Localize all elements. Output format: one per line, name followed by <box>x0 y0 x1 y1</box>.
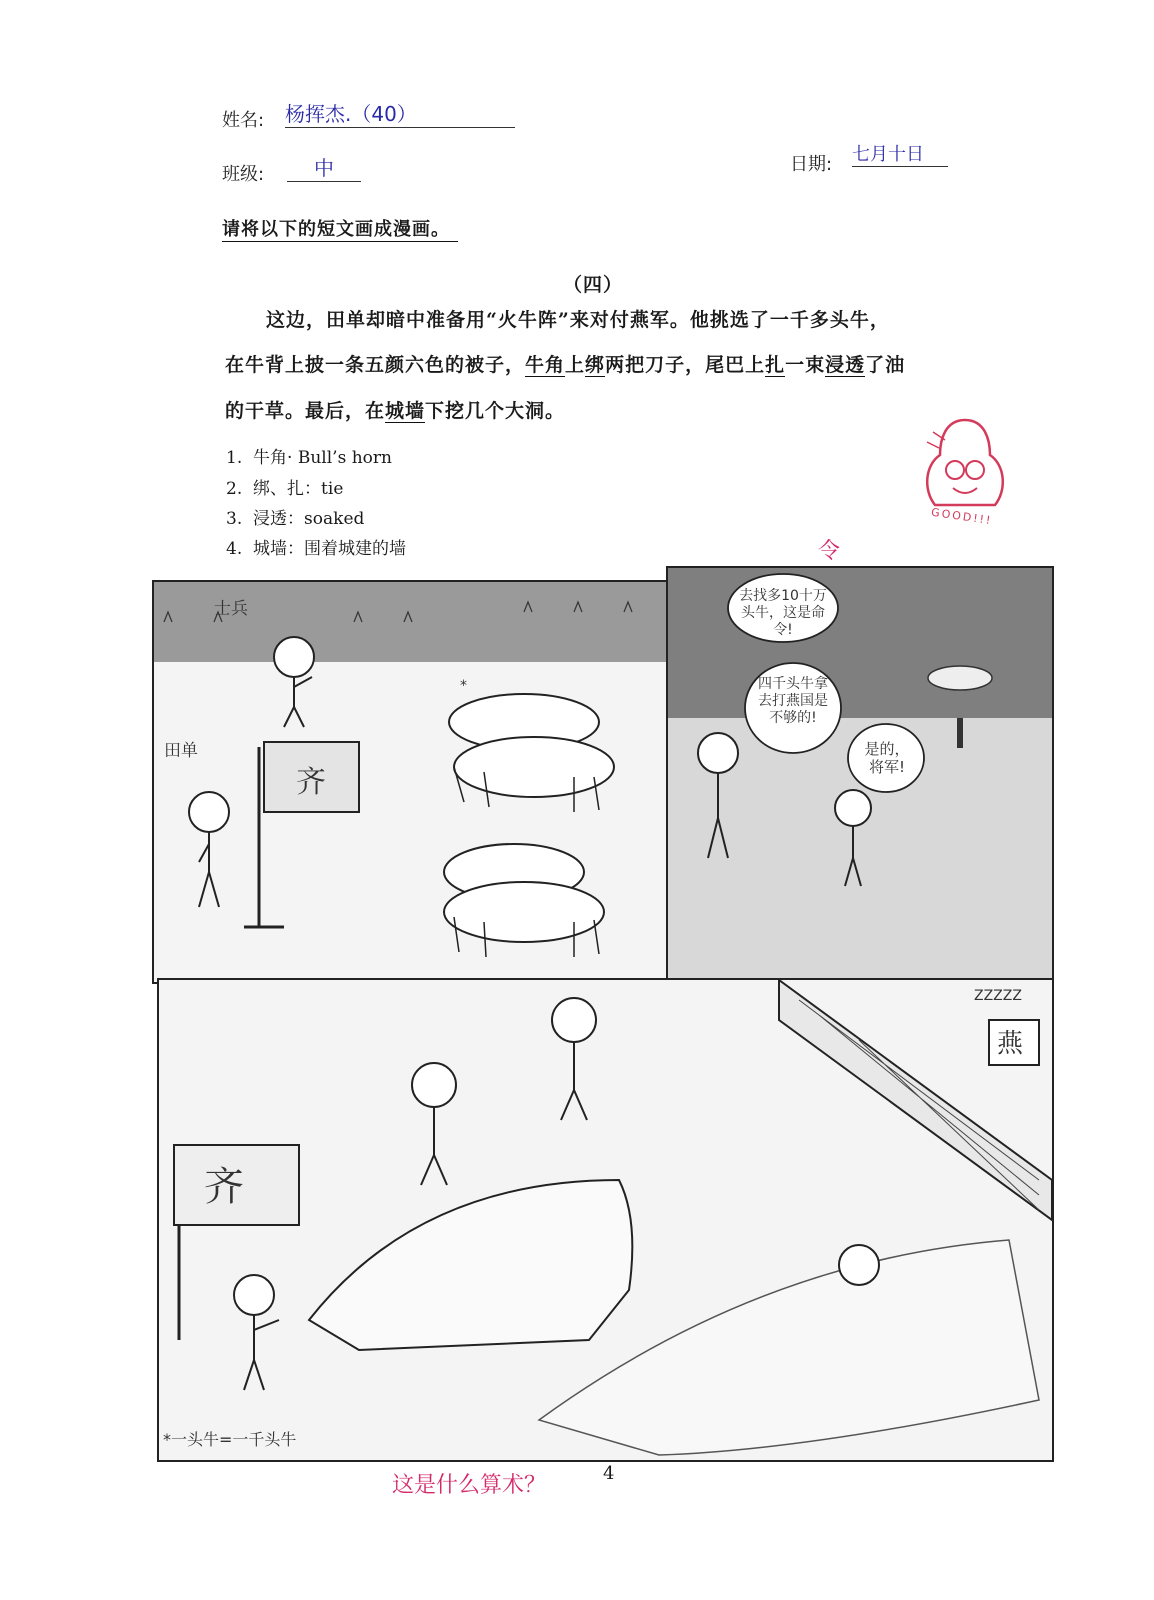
instruction: 请将以下的短文画成漫画。 <box>222 215 458 242</box>
tiandan-label: 田单 <box>164 741 198 761</box>
vocab-item: 4. 城墙：围着城建的墙 <box>226 539 407 559</box>
comic-panel-1 <box>152 580 672 984</box>
vocab-item: 2. 绑、扎：tie <box>226 479 344 499</box>
class-label: 班级: <box>222 164 265 185</box>
teacher-comment: 这是什么算术？ <box>392 1473 547 1498</box>
stamp-text: GOOD!!! <box>930 505 994 528</box>
teacher-mark: 令 <box>818 539 841 564</box>
asterisk-mark: * <box>460 678 467 694</box>
page-number: 4 <box>603 1463 615 1484</box>
comic-panel-3 <box>157 978 1054 1462</box>
date-label: 日期: <box>790 154 833 175</box>
passage-line-3: 的干草。最后，在城墙下挖几个大洞。 <box>225 400 566 422</box>
speech-bubble-3: 是的，将军! <box>864 740 910 776</box>
name-value: 杨挥杰.（40） <box>285 98 515 128</box>
flag-yan-char: 燕 <box>997 1029 1024 1059</box>
name-label: 姓名: <box>222 110 265 131</box>
flag-qi-char: 齐 <box>204 1164 244 1210</box>
good-stamp <box>905 410 1025 540</box>
passage-line-2: 在牛背上披一条五颜六色的被子，牛角上绑两把刀子，尾巴上扎一束浸透了油 <box>225 354 906 376</box>
class-value: 中 <box>287 152 361 182</box>
vocab-item: 3. 浸透：soaked <box>226 509 365 529</box>
speech-bubble-2: 四千头牛拿去打燕国是不够的! <box>758 676 828 726</box>
footnote: *一头牛=一千头牛 <box>163 1430 297 1449</box>
passage-line-1: 这边，田单却暗中准备用“火牛阵”来对付燕军。他挑选了一千多头牛， <box>266 309 890 331</box>
section-title: （四） <box>563 274 624 296</box>
sleep-zzz: ZZZZZ <box>974 988 1022 1004</box>
vocab-item: 1. 牛角· Bull’s horn <box>226 448 392 468</box>
comic-panel-2 <box>666 566 1054 984</box>
date-value: 七月十日 <box>852 140 948 167</box>
flag-qi-char: 齐 <box>296 765 326 800</box>
speech-bubble-1: 去找多10十万头牛，这是命令! <box>739 588 827 638</box>
soldier-label: 士兵 <box>214 599 248 619</box>
